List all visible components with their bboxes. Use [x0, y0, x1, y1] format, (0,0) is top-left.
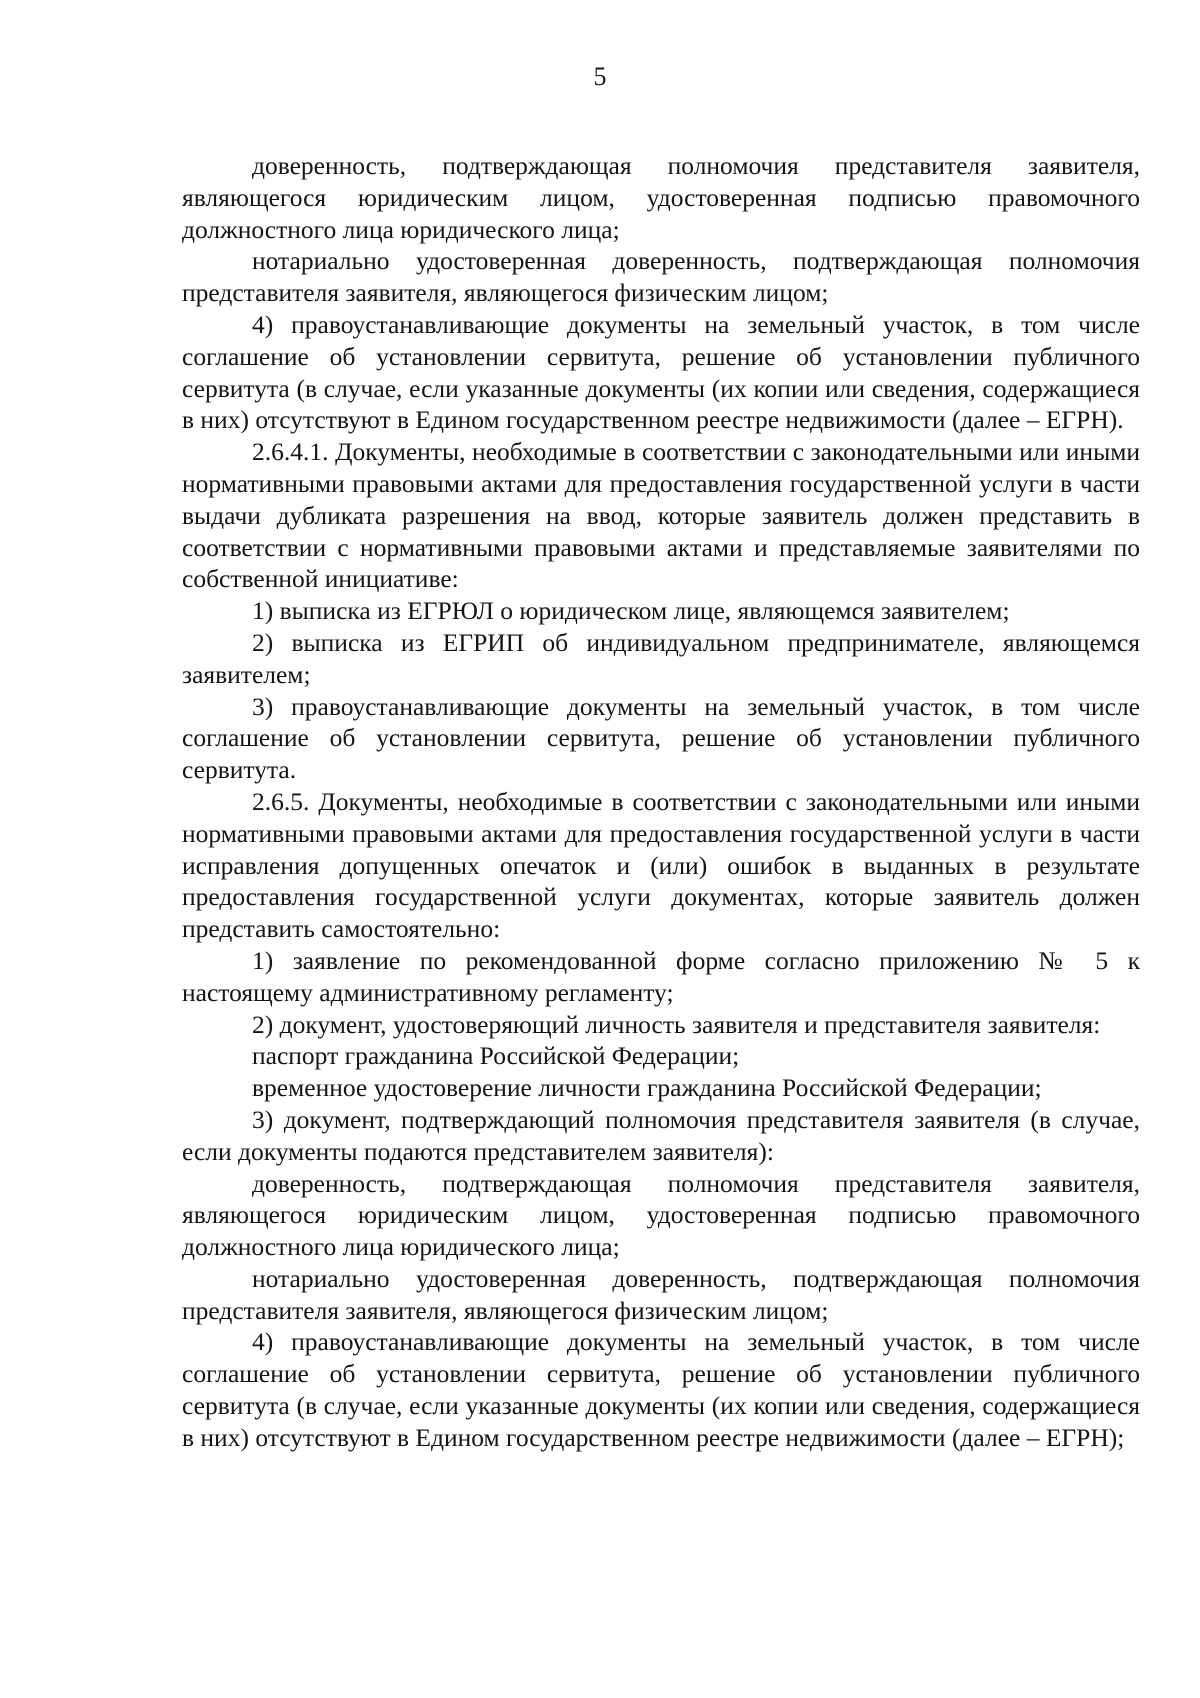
- list-item-identity-document: 2) документ, удостоверяющий личность заявителя и представителя заявителя:: [252, 1009, 1101, 1039]
- list-item-egrul-extract: 1) выписка из ЕГРЮЛ о юридическом лице, являющемся заявителем;: [252, 596, 1010, 626]
- document-body: [182, 150, 1140, 1454]
- paragraph-notarized-poa: нотариально удостоверенная доверенность, подтверждающая полномочия представителя заявителя, являющегося физическим лицом;: [182, 246, 1140, 308]
- paragraph-section-2-6-4-1: 2.6.4.1. Документы, необходимые в соответствии с законодательными или иными нормативными правовыми актами для предоставления государственной услуги в части выдачи дубликата разрешения на ввод, которые заявитель должен представить в соответствии с нормативными правовыми актами и представляемые заявителями по собственной инициативе:: [182, 437, 1140, 594]
- page-number: 5: [593, 62, 607, 91]
- list-item-egrip-extract: 2) выписка из ЕГРИП об индивидуальном предпринимателе, являющемся заявителем;: [182, 627, 1140, 689]
- paragraph-passport: паспорт гражданина Российской Федерации;: [252, 1041, 740, 1071]
- paragraph-poa-legal-entity-2: доверенность, подтверждающая полномочия представителя заявителя, являющегося юридическим лицом, удостоверенная подписью правомочного должностного лица юридического лица;: [182, 1168, 1140, 1262]
- paragraph-land-title-documents-2: 4) правоустанавливающие документы на земельный участок, в том числе соглашение об установлении сервитута, решение об установлении публичного сервитута (в случае, если указанные документы (их копии или сведения, содержащиеся в них) отсутствуют в Едином государственном реестре недвижимости (далее – ЕГРН);: [182, 1327, 1140, 1452]
- paragraph-section-2-6-5: 2.6.5. Документы, необходимые в соответствии с законодательными или иными нормативными правовыми актами для предоставления государственной услуги в части исправления допущенных опечаток и (или) ошибок в выданных в результате предоставления государственной услуги документах, которые заявитель должен представить самостоятельно:: [182, 786, 1140, 944]
- list-item-authority-document: 3) документ, подтверждающий полномочия представителя заявителя (в случае, если документы подаются представителем заявителя):: [182, 1104, 1140, 1166]
- list-item-application-form: 1) заявление по рекомендованной форме согласно приложению № 5 к настоящему административному регламенту;: [182, 945, 1140, 1007]
- paragraph-poa-legal-entity: доверенность, подтверждающая полномочия представителя заявителя, являющегося юридическим лицом, удостоверенная подписью правомочного должностного лица юридического лица;: [182, 151, 1140, 244]
- paragraph-temporary-id: временное удостоверение личности гражданина Российской Федерации;: [252, 1073, 1042, 1103]
- paragraph-notarized-poa-2: нотариально удостоверенная доверенность, подтверждающая полномочия представителя заявителя, являющегося физическим лицом;: [182, 1263, 1140, 1325]
- paragraph-land-title-documents: 4) правоустанавливающие документы на земельный участок, в том числе соглашение об установлении сервитута, решение об установлении публичного сервитута (в случае, если указанные документы (их копии или сведения, содержащиеся в них) отсутствуют в Едином государственном реестре недвижимости (далее – ЕГРН).: [182, 309, 1140, 435]
- list-item-land-documents: 3) правоустанавливающие документы на земельный участок, в том числе соглашение об установлении сервитута, решение об установлении публичного сервитута.: [182, 691, 1140, 785]
